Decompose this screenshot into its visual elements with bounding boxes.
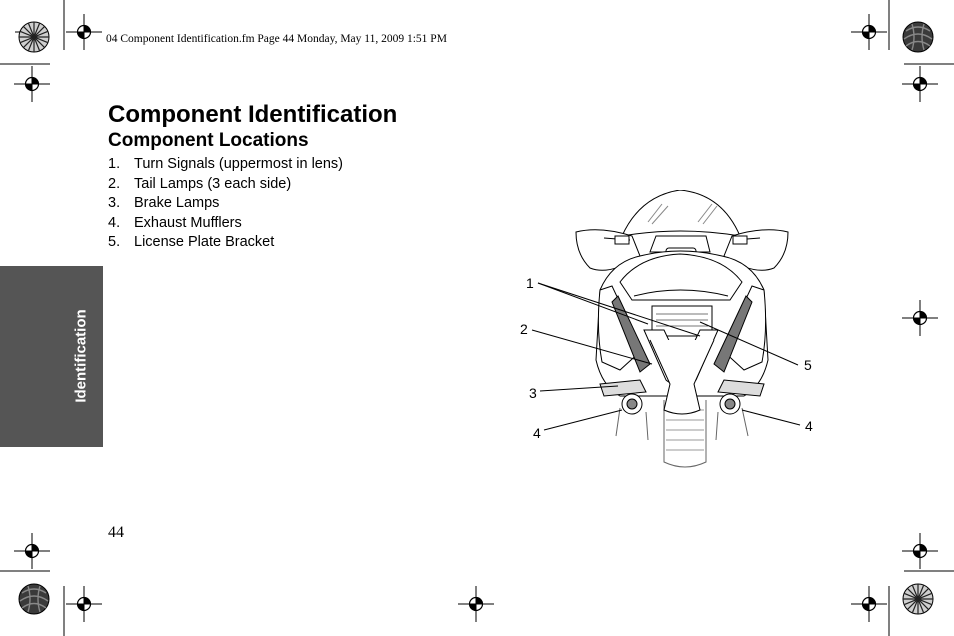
list-item: 4. Exhaust Mufflers (108, 214, 242, 231)
list-item: 5. License Plate Bracket (108, 234, 275, 250)
callout-5: 5 (804, 357, 812, 373)
side-tab-label: Identification (72, 309, 90, 403)
list-item: 2. Tail Lamps (3 each side) (108, 175, 292, 192)
motorcycle-rear-illustration (515, 190, 825, 472)
component-list (108, 156, 343, 254)
callout-3: 3 (529, 385, 537, 401)
callout-4-right: 4 (805, 418, 813, 434)
callout-4-left: 4 (533, 425, 541, 441)
callout-1: 1 (526, 275, 534, 291)
page-subtitle: Component Locations (108, 130, 309, 151)
page-title: Component Identification (108, 101, 398, 128)
page-number: 44 (108, 524, 124, 541)
list-item: 1. Turn Signals (uppermost in lens) (108, 156, 343, 172)
file-header: 04 Component Identification.fm Page 44 Monday, May 11, 2009 1:51 PM (106, 33, 447, 45)
list-item: 3. Brake Lamps (108, 195, 220, 211)
callout-2: 2 (520, 321, 528, 337)
